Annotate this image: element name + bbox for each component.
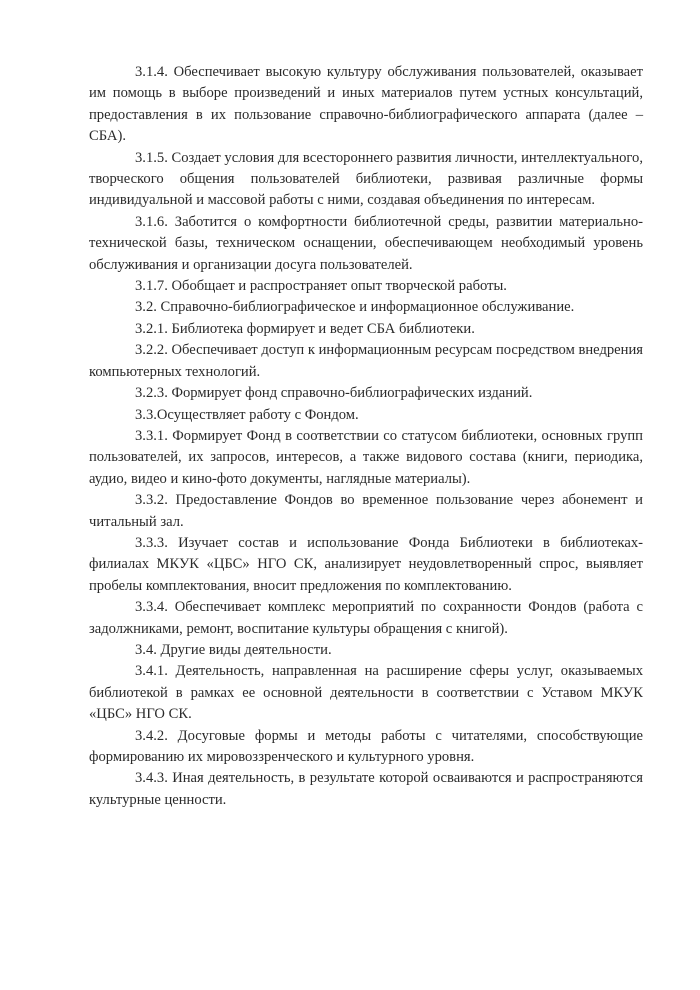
paragraph-3-4-3: 3.4.3. Иная деятельность, в результате которой осваиваются и распространяются культурные ценности. [89, 770, 643, 808]
paragraph-3-2-2: 3.2.2. Обеспечивает доступ к информационным ресурсам посредством внедрения компьютерных технологий. [89, 342, 643, 380]
paragraph-3-4-1: 3.4.1. Деятельность, направленная на расширение сферы услуг, оказываемых библиотекой в рамках ее основной деятельности в соответствии с Уставом МКУК «ЦБС» НГО СК. [89, 663, 643, 723]
paragraph-3-3-3: 3.3.3. Изучает состав и использование Фонда Библиотеки в библиотеках-филиалах МКУК «ЦБС» НГО СК, анализирует неудовлетворенный спрос, выявляет пробелы комплектования, вносит предложения по комплектованию. [89, 534, 643, 594]
paragraph-3-3-2: 3.3.2. Предоставление Фондов во временное пользование через абонемент и читальный зал. [89, 492, 643, 530]
paragraph-3-1-4: 3.1.4. Обеспечивает высокую культуру обслуживания пользователей, оказывает им помощь в выборе произведений и иных материалов путем устных консультаций, предоставления в их пользование справочно-библиографического аппарата (далее – СБА). [89, 64, 643, 145]
paragraph-3-3-4: 3.3.4. Обеспечивает комплекс мероприятий по сохранности Фондов (работа с задолжниками, ремонт, воспитание культуры обращения с книгой). [89, 599, 643, 637]
paragraph-3-4-2: 3.4.2. Досуговые формы и методы работы с читателями, способствующие формированию их мировоззренческого и культурного уровня. [89, 727, 643, 765]
paragraph-3-1-6: 3.1.6. Заботится о комфортности библиотечной среды, развитии материально-технической базы, техническом оснащении, обеспечивающем необходимый уровень обслуживания и организации досуга пользователей. [89, 213, 643, 273]
document-page [89, 62, 643, 811]
paragraph-3-2-3: 3.2.3. Формирует фонд справочно-библиографических изданий. [135, 385, 533, 402]
paragraph-3-3: 3.3.Осуществляет работу с Фондом. [135, 406, 359, 423]
paragraph-3-1-5: 3.1.5. Создает условия для всестороннего развития личности, интеллектуального, творческого общения пользователей библиотеки, развивая различные формы индивидуальной и массовой работы с ними, создавая объединения по интересам. [89, 149, 644, 209]
paragraph-3-2-1: 3.2.1. Библиотека формирует и ведет СБА библиотеки. [135, 320, 475, 337]
paragraph-3-1-7: 3.1.7. Обобщает и распространяет опыт творческой работы. [135, 278, 507, 295]
paragraph-3-2: 3.2. Справочно-библиографическое и информационное обслуживание. [135, 299, 575, 316]
paragraph-3-3-1: 3.3.1. Формирует Фонд в соответствии со статусом библиотеки, основных групп пользователей, их запросов, интересов, а также видового состава (книги, периодика, аудио, видео и кино-фото документы, наглядные материалы). [89, 427, 643, 487]
paragraph-3-4: 3.4. Другие виды деятельности. [135, 641, 332, 658]
